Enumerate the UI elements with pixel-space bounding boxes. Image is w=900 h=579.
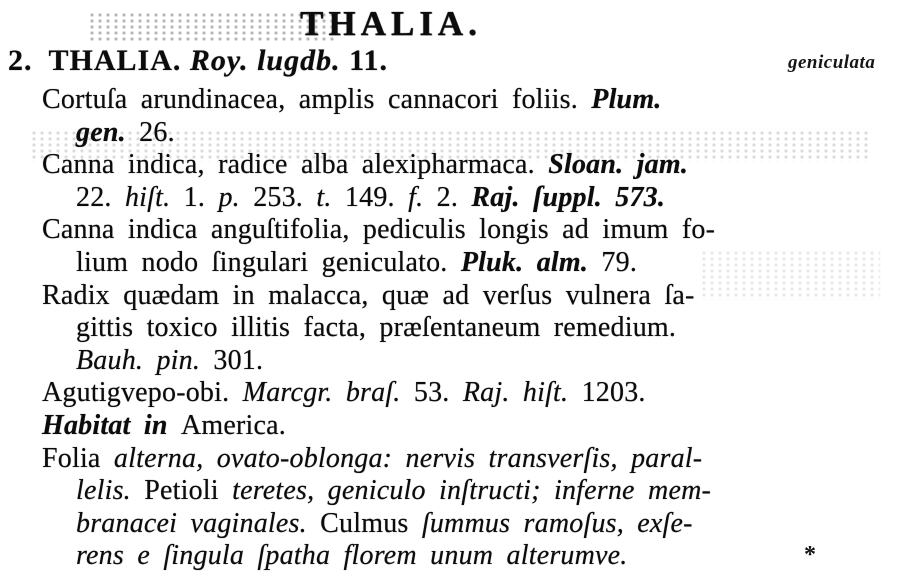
text-line <box>0 247 900 280</box>
text-segment: lium nodo ſingulari geniculato. <box>76 246 461 278</box>
text-line <box>0 540 900 573</box>
text-segment: 53. <box>413 377 463 409</box>
text-segment: branacei vaginales. <box>76 507 321 539</box>
text-segment: lelis. <box>76 475 145 507</box>
text-segment: Raj. ſuppl. 573. <box>471 181 666 213</box>
text-segment: gen. <box>76 116 140 148</box>
text-segment: Canna indica anguſtifolia, pediculis longis ad imum fo- <box>42 214 716 246</box>
margin-note: geniculata <box>788 52 876 73</box>
running-title: THALIA. <box>300 4 482 43</box>
text-segment: Marcgr. braſ. <box>242 377 414 409</box>
text-segment: Bauh. pin. <box>76 344 214 376</box>
text-segment: Pluk. alm. <box>460 246 602 278</box>
text-segment: Cortuſa arundinacea, amplis cannacori foliis. <box>42 84 592 115</box>
text-line <box>0 345 900 378</box>
entry-heading <box>8 44 388 78</box>
text-segment: Culmus <box>320 507 422 539</box>
entry-heading-text <box>49 44 388 77</box>
text-segment: Canna indica, radice alba alexipharmaca. <box>42 149 549 181</box>
text-segment: Folia <box>42 442 114 474</box>
text-line <box>0 377 900 410</box>
text-line <box>0 84 900 117</box>
text-segment: p. <box>218 181 254 213</box>
text-segment: 1203. <box>581 377 646 409</box>
entry-number: 2. <box>8 44 33 77</box>
text-line <box>0 117 900 150</box>
footer-mark: * <box>804 542 816 568</box>
text-line <box>0 312 900 345</box>
text-line <box>0 410 900 443</box>
body-lines <box>0 84 900 573</box>
text-segment: Petioli <box>144 475 233 507</box>
text-segment: 22. <box>76 181 125 213</box>
text-segment: rens e ſingula ſpatha florem unum alterumve. <box>76 540 628 572</box>
text-segment: Radix quædam in malacca, quæ ad verſus vulnera ſa- <box>42 279 695 311</box>
text-segment: America. <box>181 409 286 441</box>
text-segment: 2. <box>436 181 472 213</box>
text-segment: 11. <box>349 44 388 77</box>
text-segment: 26. <box>139 116 175 148</box>
text-segment: Sloan. jam. <box>548 149 689 181</box>
text-line <box>0 182 900 215</box>
text-line <box>0 508 900 541</box>
text-segment: 1. <box>183 181 219 213</box>
text-segment: 253. <box>253 181 317 213</box>
text-segment: Agutigvepo-obi. <box>42 377 243 409</box>
text-line <box>0 214 900 247</box>
text-line <box>0 475 900 508</box>
text-segment: 301. <box>213 344 264 376</box>
text-segment: t. <box>316 181 345 213</box>
text-segment: Plum. <box>591 84 662 115</box>
text-segment: Roy. lugdb. <box>189 44 350 77</box>
text-line <box>0 280 900 313</box>
text-segment: f. <box>408 181 437 213</box>
text-segment: ſummus ramoſus, exſe- <box>421 507 693 539</box>
text-segment: THALIA. <box>48 44 190 77</box>
text-segment: 149. <box>344 181 409 213</box>
text-segment: hiſt. <box>124 181 184 213</box>
text-segment: 79. <box>601 246 638 278</box>
text-segment: teretes, geniculo inſtructi; inferne mem- <box>232 475 712 507</box>
text-segment: alterna, ovato-oblonga: nervis transverſis, paral- <box>113 442 703 474</box>
text-line <box>0 149 900 182</box>
text-segment: Raj. hiſt. <box>462 377 582 409</box>
text-segment: Habitat in <box>42 409 181 441</box>
text-line <box>0 443 900 476</box>
text-segment: gittis toxico illitis facta, præſentaneum remedium. <box>76 312 677 344</box>
